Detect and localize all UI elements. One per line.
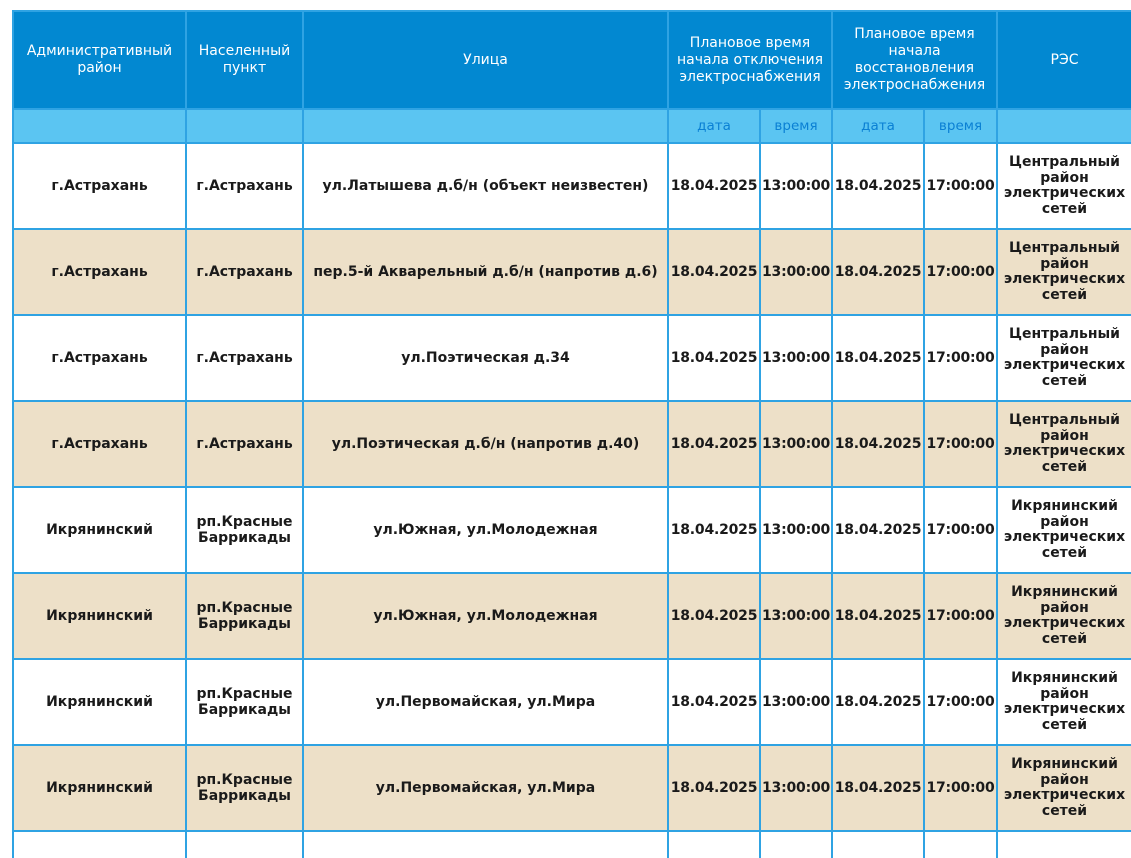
table-row xyxy=(13,229,1131,315)
header-street: Улица xyxy=(303,11,668,109)
cell-off-date: 18.04.2025 xyxy=(668,401,760,487)
cell-on-time: 17:00:00 xyxy=(924,745,997,831)
cell-street: ул.Первомайская, ул.Мира xyxy=(303,745,668,831)
cell-off-date: 18.04.2025 xyxy=(668,487,760,573)
cell-district: Икрянинский xyxy=(13,573,186,659)
header-res: РЭС xyxy=(997,11,1131,109)
cell-on-time: 17:00:00 xyxy=(924,573,997,659)
cell-locality: г.Астрахань xyxy=(186,229,303,315)
table-row xyxy=(13,573,1131,659)
cell-district: Икрянинский xyxy=(13,745,186,831)
header-district: Административный район xyxy=(13,11,186,109)
cell-on-date: 18.04.2025 xyxy=(832,315,924,401)
cell-district: Икрянинский xyxy=(13,487,186,573)
table-row xyxy=(13,143,1131,229)
cell-off-time: 13:00:00 xyxy=(760,573,832,659)
cell-off-date: 18.04.2025 xyxy=(668,315,760,401)
outage-table-container xyxy=(12,10,1131,858)
cell-empty xyxy=(832,831,924,858)
cell-street: ул.Южная, ул.Молодежная xyxy=(303,573,668,659)
cell-res: Икрянинский район электрических сетей xyxy=(997,659,1131,745)
cell-res: Центральный район электрических сетей xyxy=(997,143,1131,229)
cell-res: Центральный район электрических сетей xyxy=(997,401,1131,487)
subheader-on-date: дата xyxy=(832,109,924,143)
cell-off-date: 18.04.2025 xyxy=(668,573,760,659)
cell-empty xyxy=(303,831,668,858)
cell-locality: рп.Красные Баррикады xyxy=(186,659,303,745)
cell-district: г.Астрахань xyxy=(13,401,186,487)
cell-on-time: 17:00:00 xyxy=(924,659,997,745)
header-restore-time: Плановое время начала восстановления электроснабжения xyxy=(832,11,997,109)
cell-district: Икрянинский xyxy=(13,659,186,745)
cell-empty xyxy=(668,831,760,858)
table-row xyxy=(13,315,1131,401)
subheader-empty xyxy=(186,109,303,143)
table-row xyxy=(13,487,1131,573)
subheader-on-time: время xyxy=(924,109,997,143)
cell-off-date: 18.04.2025 xyxy=(668,229,760,315)
cell-on-date: 18.04.2025 xyxy=(832,659,924,745)
subheader-off-time: время xyxy=(760,109,832,143)
header-off-time: Плановое время начала отключения электроснабжения xyxy=(668,11,832,109)
cell-on-date: 18.04.2025 xyxy=(832,487,924,573)
subheader-empty xyxy=(13,109,186,143)
cell-locality: г.Астрахань xyxy=(186,401,303,487)
cell-off-time: 13:00:00 xyxy=(760,487,832,573)
cell-empty xyxy=(13,831,186,858)
cell-district: г.Астрахань xyxy=(13,143,186,229)
cell-locality: г.Астрахань xyxy=(186,143,303,229)
cell-on-time: 17:00:00 xyxy=(924,315,997,401)
cell-off-time: 13:00:00 xyxy=(760,143,832,229)
table-row-partial xyxy=(13,831,1131,858)
cell-locality: рп.Красные Баррикады xyxy=(186,573,303,659)
cell-on-date: 18.04.2025 xyxy=(832,573,924,659)
cell-res: Центральный район электрических сетей xyxy=(997,229,1131,315)
cell-off-date: 18.04.2025 xyxy=(668,659,760,745)
cell-on-time: 17:00:00 xyxy=(924,143,997,229)
cell-res: Икрянинский район электрических сетей xyxy=(997,487,1131,573)
cell-on-time: 17:00:00 xyxy=(924,401,997,487)
cell-empty xyxy=(186,831,303,858)
table-row xyxy=(13,659,1131,745)
cell-res: Икрянинский район электрических сетей xyxy=(997,745,1131,831)
cell-off-time: 13:00:00 xyxy=(760,315,832,401)
table-header xyxy=(13,11,1131,143)
subheader-empty xyxy=(303,109,668,143)
subheader-empty xyxy=(997,109,1131,143)
cell-off-date: 18.04.2025 xyxy=(668,745,760,831)
outage-table xyxy=(12,10,1131,858)
cell-street: ул.Поэтическая д.б/н (напротив д.40) xyxy=(303,401,668,487)
cell-on-date: 18.04.2025 xyxy=(832,229,924,315)
cell-empty xyxy=(924,831,997,858)
cell-locality: рп.Красные Баррикады xyxy=(186,487,303,573)
cell-off-time: 13:00:00 xyxy=(760,401,832,487)
cell-on-time: 17:00:00 xyxy=(924,487,997,573)
cell-district: г.Астрахань xyxy=(13,229,186,315)
cell-street: пер.5-й Акварельный д.б/н (напротив д.6) xyxy=(303,229,668,315)
subheader-row xyxy=(13,109,1131,143)
header-locality: Населенный пункт xyxy=(186,11,303,109)
table-row xyxy=(13,745,1131,831)
cell-street: ул.Южная, ул.Молодежная xyxy=(303,487,668,573)
cell-off-date: 18.04.2025 xyxy=(668,143,760,229)
cell-empty xyxy=(997,831,1131,858)
cell-on-date: 18.04.2025 xyxy=(832,401,924,487)
cell-locality: г.Астрахань xyxy=(186,315,303,401)
cell-off-time: 13:00:00 xyxy=(760,745,832,831)
table-body xyxy=(13,143,1131,858)
cell-off-time: 13:00:00 xyxy=(760,659,832,745)
cell-off-time: 13:00:00 xyxy=(760,229,832,315)
header-row xyxy=(13,11,1131,109)
table-row xyxy=(13,401,1131,487)
cell-res: Центральный район электрических сетей xyxy=(997,315,1131,401)
cell-on-date: 18.04.2025 xyxy=(832,143,924,229)
cell-empty xyxy=(760,831,832,858)
cell-res: Икрянинский район электрических сетей xyxy=(997,573,1131,659)
cell-on-time: 17:00:00 xyxy=(924,229,997,315)
cell-street: ул.Латышева д.б/н (объект неизвестен) xyxy=(303,143,668,229)
cell-district: г.Астрахань xyxy=(13,315,186,401)
cell-street: ул.Поэтическая д.34 xyxy=(303,315,668,401)
subheader-off-date: дата xyxy=(668,109,760,143)
cell-locality: рп.Красные Баррикады xyxy=(186,745,303,831)
cell-street: ул.Первомайская, ул.Мира xyxy=(303,659,668,745)
cell-on-date: 18.04.2025 xyxy=(832,745,924,831)
